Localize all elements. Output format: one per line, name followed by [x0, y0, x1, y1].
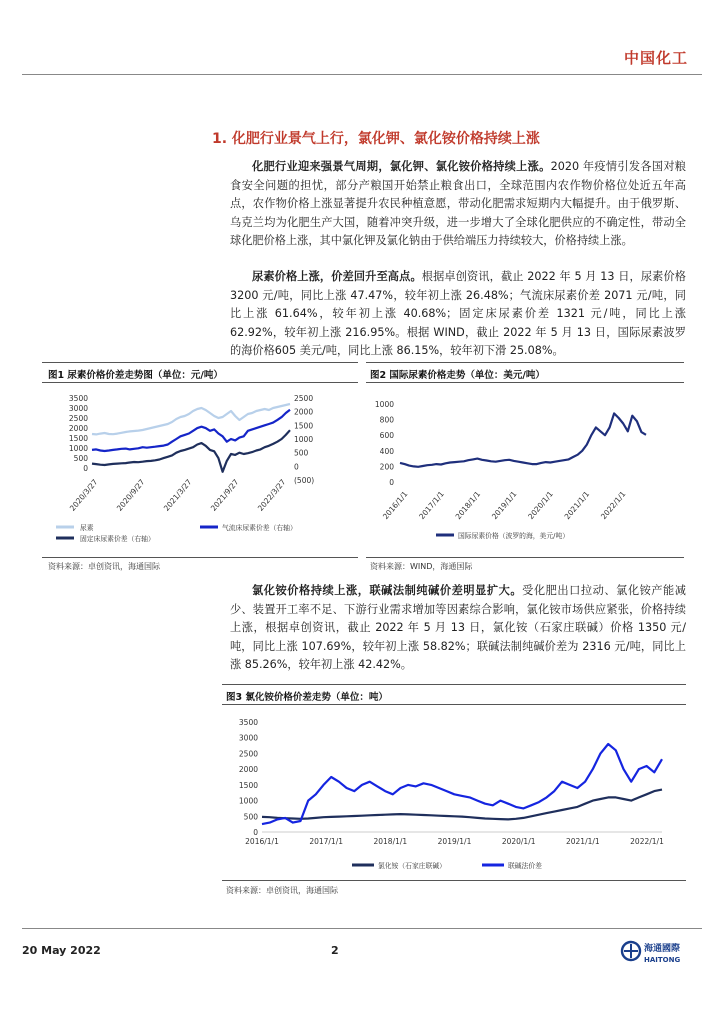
y-tick-label: 1500 [238, 780, 258, 790]
figure1-top-rule [42, 362, 358, 363]
figure1-title-rule [42, 382, 358, 383]
series-line-fixedbed-spread [92, 430, 290, 472]
paragraph-lead: 尿素价格上涨，价差回升至高点。 [252, 270, 422, 283]
x-tick-label: 2018/1/1 [453, 489, 483, 522]
series-line-intl-urea [400, 413, 646, 466]
figure1-source: 资料来源：卓创资讯，海通国际 [48, 562, 160, 571]
section-title: 1. 化肥行业景气上行，氯化钾、氯化铵价格持续上涨 [212, 131, 540, 147]
y-tick-label: 0 [389, 478, 394, 487]
y-tick-label: 0 [253, 828, 258, 837]
x-tick-label: 2019/1/1 [437, 837, 472, 846]
y-right-tick-label: 500 [294, 448, 309, 458]
x-tick-label: 2022/1/1 [630, 837, 664, 846]
legend-label-soda-spread: 联碱法价差 [508, 862, 542, 870]
x-tick-label: 2016/1/1 [245, 837, 279, 846]
x-tick-label: 2017/1/1 [309, 837, 344, 846]
legend-label-urea: 尿素 [80, 524, 94, 532]
paragraph-lead: 化肥行业迎来强景气周期，氯化钾、氯化铵价格持续上涨。 [252, 160, 551, 173]
y-right-tick-label: 0 [294, 462, 299, 472]
haitong-logo [620, 938, 692, 968]
y-right-tick-label: 1500 [294, 421, 314, 431]
x-tick-label: 2020/9/27 [114, 477, 147, 513]
y-right-tick-label: 2000 [294, 407, 314, 417]
y-left-tick-label: 500 [73, 454, 88, 463]
series-line-urea [92, 404, 290, 434]
y-left-tick-label: 2500 [68, 414, 88, 423]
series-line-soda-spread [262, 744, 662, 824]
legend-label-ammonium: 氯化铵（石家庄联碱） [378, 862, 446, 870]
figure2-source: 资料来源：WIND，海通国际 [370, 562, 473, 571]
legend-label-fluidbed: 气流床尿素价差（右轴） [222, 524, 297, 532]
x-tick-label: 2017/1/1 [417, 489, 446, 522]
y-left-tick-label: 1000 [68, 444, 88, 453]
x-tick-label: 2020/3/27 [67, 477, 100, 513]
paragraph-lead: 氯化铵价格持续上涨，联碱法制纯碱价差明显扩大。 [252, 584, 523, 597]
figure3-title: 图3 氯化铵价格价差走势（单位：吨） [226, 692, 388, 703]
figure2-chart [366, 386, 684, 554]
figure1-bottom-rule [42, 557, 358, 558]
y-tick-label: 3500 [238, 718, 258, 727]
x-tick-label: 2020/1/1 [501, 837, 536, 846]
y-tick-label: 400 [379, 446, 394, 456]
series-line-fluidbed-spread [92, 410, 290, 451]
page-number: 2 [331, 944, 339, 957]
figure2-top-rule [366, 362, 684, 363]
y-tick-label: 500 [243, 812, 258, 822]
figure3-source: 资料来源：卓创资讯，海通国际 [226, 886, 338, 895]
y-right-tick-label: (500) [294, 476, 315, 485]
figure3-title-rule [222, 704, 686, 705]
paragraph-urea-price [230, 268, 686, 361]
y-left-tick-label: 1500 [68, 434, 88, 443]
y-right-tick-label: 2500 [294, 394, 314, 403]
legend-label-intl-urea: 国际尿素价格（波罗的海，美元/吨） [458, 532, 570, 540]
paragraph-fertilizer-boom [230, 158, 686, 251]
x-tick-label: 2016/1/1 [380, 489, 410, 522]
x-tick-label: 2022/3/27 [255, 477, 288, 513]
x-tick-label: 2020/1/1 [526, 489, 555, 522]
figure2-title-rule [366, 382, 684, 383]
brand-label: 中国化工 [623, 49, 688, 67]
svg-text:海通國際: 海通國際 [644, 944, 681, 954]
y-tick-label: 800 [379, 415, 394, 425]
legend-label-fixedbed: 固定床尿素价差（右轴） [80, 535, 155, 543]
y-left-tick-label: 3000 [68, 404, 88, 413]
x-tick-label: 2018/1/1 [373, 837, 408, 846]
y-tick-label: 1000 [238, 796, 258, 806]
paragraph-ammonium-chloride [230, 582, 686, 675]
figure2-bottom-rule [366, 557, 684, 558]
figure2-title: 图2 国际尿素价格走势（单位：美元/吨） [370, 370, 545, 381]
x-tick-label: 2019/1/1 [489, 489, 519, 522]
x-tick-label: 2022/1/1 [598, 489, 628, 522]
figure3-chart [222, 710, 686, 880]
y-left-tick-label: 0 [83, 464, 88, 473]
header-divider [22, 74, 702, 75]
y-tick-label: 2000 [238, 765, 258, 775]
y-right-tick-label: 1000 [294, 435, 314, 444]
footer-divider [22, 928, 702, 929]
y-tick-label: 1000 [374, 400, 394, 409]
x-tick-label: 2021/9/27 [208, 477, 241, 513]
x-tick-label: 2021/1/1 [562, 489, 592, 522]
y-left-tick-label: 3500 [68, 394, 88, 403]
y-tick-label: 200 [379, 462, 394, 472]
y-left-tick-label: 2000 [68, 424, 88, 433]
paragraph-body: 根据卓创资讯，截止 2022 年 5 月 13 日，尿素价格 3200 元/吨，同比上涨 47.47%，较年初上涨 26.48%；气流床尿素价差 2071 元/吨，同比上涨 61.64%，较年初上涨 40.68%；固定床尿素价差 1321 元/吨，同比上涨 62.92%，较年初上涨 216.95%。根据 WIND，截止 2022 年 5 月 13 日，国际尿素波罗的海价格605 美元/吨，同比上涨 86.15%，较年初下滑 25.08%。 [230, 270, 686, 358]
x-tick-label: 2021/1/1 [565, 837, 600, 846]
paragraph-body: 受化肥出口拉动、氯化铵产能减少、装置开工率不足、下游行业需求增加等因素综合影响，氯化铵市场供应紧张，价格持续上涨，根据卓创资讯，截止 2022 年 5 月 13 日，氯化铵（石家庄联碱）价格 1350 元/吨，同比上涨 107.69%，较年初上涨 58.82%；联碱法制纯碱价差为 2316 元/吨，同比上涨 85.26%，较年初上涨 42.42%。 [230, 584, 686, 672]
y-tick-label: 3000 [238, 733, 258, 743]
figure1-title: 图1 尿素价格价差走势图（单位：元/吨） [48, 370, 223, 381]
footer-date: 20 May 2022 [22, 944, 101, 957]
figure1-chart [42, 386, 358, 546]
y-tick-label: 600 [379, 431, 394, 441]
figure3-top-rule [222, 684, 686, 685]
x-tick-label: 2021/3/27 [161, 477, 194, 513]
y-tick-label: 2500 [238, 749, 258, 759]
svg-text:HAITONG: HAITONG [644, 956, 681, 964]
paragraph-body: 2020 年疫情引发各国对粮食安全问题的担忧，部分产粮国开始禁止粮食出口，全球范围内农作物价格位处近五年高点，农作物价格上涨显著提升农民种植意愿，带动化肥需求短期内大幅提升。由于俄罗斯、乌克兰均为化肥生产大国，随着冲突升级，进一步增大了全球化肥供应的不确定性，带动全球化肥价格上涨，其中氯化钾及氯化钠由于供给端压力持续较大，价格持续上涨。 [230, 160, 686, 248]
series-line-ammonium [262, 790, 662, 820]
figure3-bottom-rule [222, 880, 686, 881]
